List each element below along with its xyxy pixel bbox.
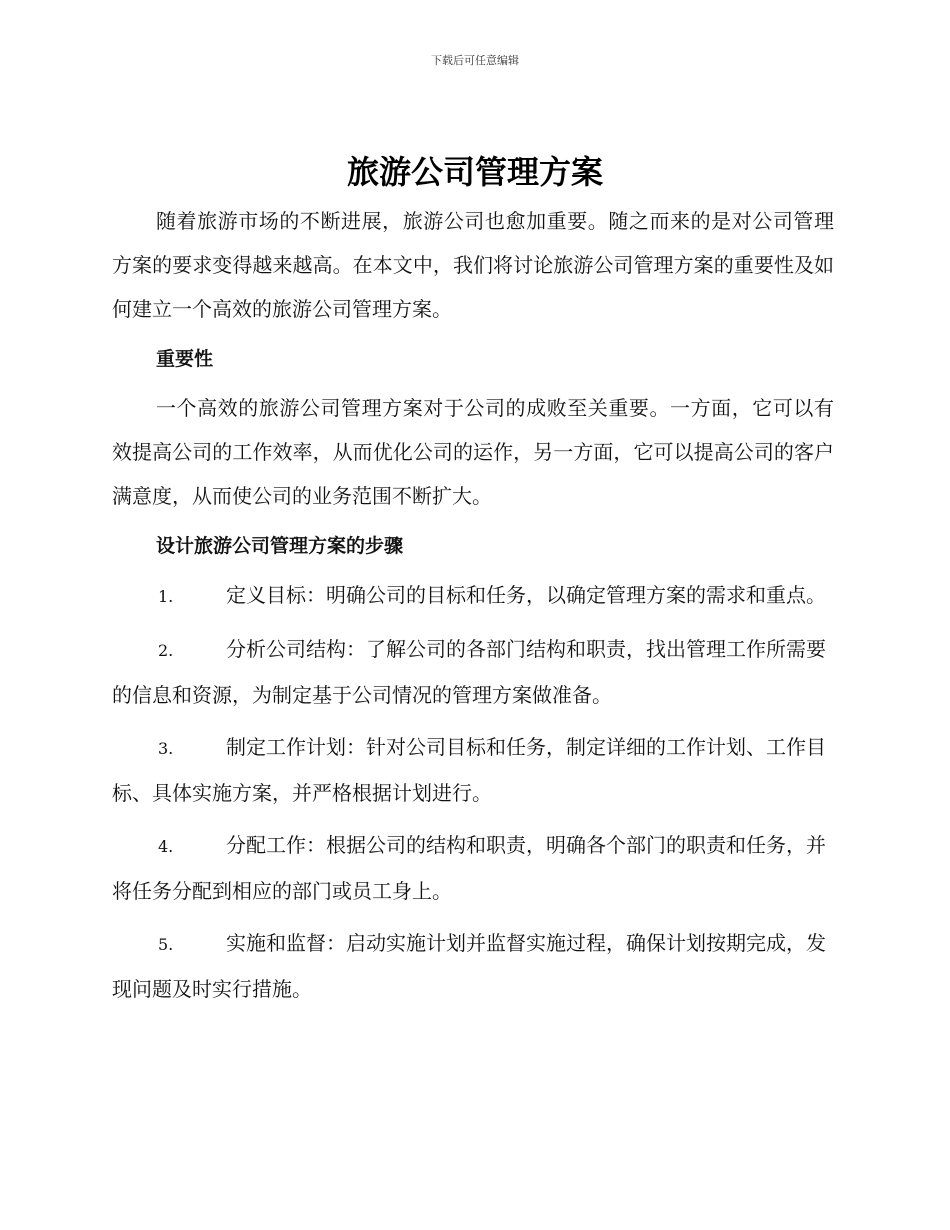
importance-paragraph: 一个高效的旅游公司管理方案对于公司的成败至关重要。一方面，它可以有效提高公司的工作效率，从而优化公司的运作，另一方面，它可以提高公司的客户满意度，从而使公司的业务范围不断扩大。	[112, 396, 834, 508]
step-item	[112, 725, 834, 815]
section-heading-steps: 设计旅游公司管理方案的步骤	[156, 535, 404, 557]
step-text: 制定工作计划：针对公司目标和任务，制定详细的工作计划、工作目标、具体实施方案，并严格根据计划进行。	[112, 735, 826, 805]
document-title: 旅游公司管理方案	[346, 153, 603, 191]
document-body	[112, 199, 834, 1011]
header-note: 下载后可任意编辑	[431, 54, 519, 67]
step-number: 1.	[158, 587, 174, 606]
step-item	[112, 823, 834, 913]
step-number: 2.	[158, 641, 174, 660]
intro-paragraph: 随着旅游市场的不断进展，旅游公司也愈加重要。随之而来的是对公司管理方案的要求变得越来越高。在本文中，我们将讨论旅游公司管理方案的重要性及如何建立一个高效的旅游公司管理方案。	[112, 209, 834, 321]
step-number: 4.	[158, 837, 174, 856]
step-text: 实施和监督：启动实施计划并监督实施过程，确保计划按期完成，发现问题及时实行措施。	[112, 931, 826, 1001]
step-text: 分配工作：根据公司的结构和职责，明确各个部门的职责和任务，并将任务分配到相应的部门或员工身上。	[112, 833, 826, 903]
step-item	[112, 573, 834, 619]
step-item	[112, 627, 834, 717]
step-number: 5.	[158, 935, 174, 954]
step-number: 3.	[158, 739, 174, 758]
section-heading-importance: 重要性	[156, 348, 214, 370]
step-text: 定义目标：明确公司的目标和任务，以确定管理方案的需求和重点。	[226, 583, 826, 607]
step-item	[112, 921, 834, 1011]
step-text: 分析公司结构：了解公司的各部门结构和职责，找出管理工作所需要的信息和资源，为制定基于公司情况的管理方案做准备。	[112, 637, 826, 707]
